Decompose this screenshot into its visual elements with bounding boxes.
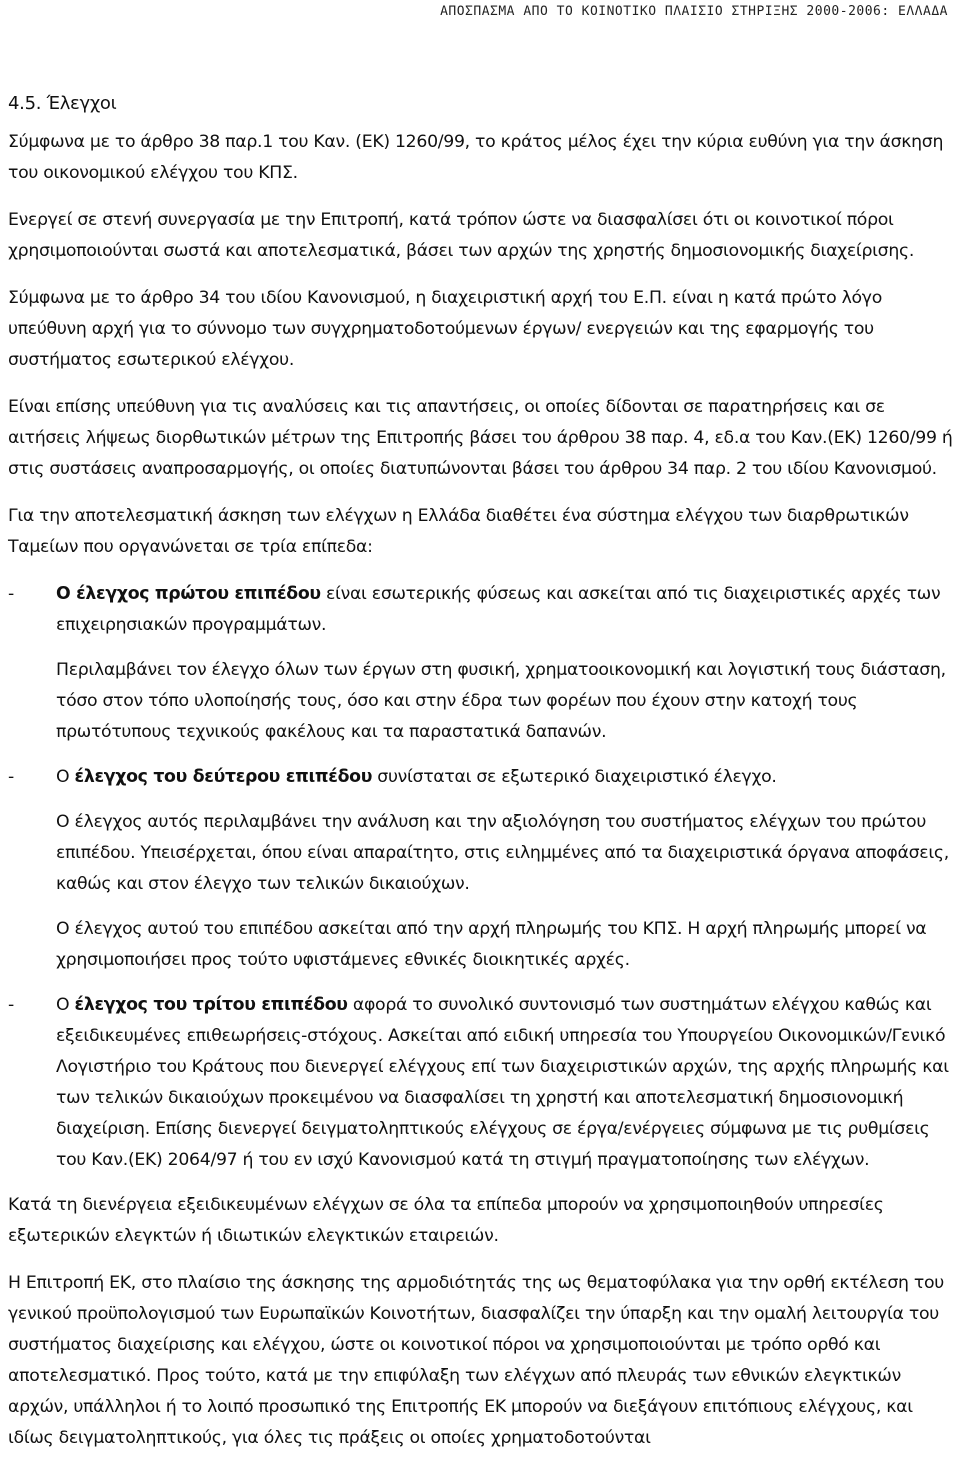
control-level-2-detail-2: Ο έλεγχος αυτού του επιπέδου ασκείται από την αρχή πληρωμής του ΚΠΣ. Η αρχή πληρωμής μπορεί να χρησιμοποιήσει προς τούτο υφιστάμενες εθνικές διοικητικές αρχές.	[56, 919, 927, 970]
paragraph-7: Η Επιτροπή ΕΚ, στο πλαίσιο της άσκησης της αρμοδιότητάς της ως θεματοφύλακα για την ορθή εκτέλεση του γενικού προϋπολογισμού των Ευρωπαϊκών Κοινοτήτων, διασφαλίζει την ύπαρξη και την ομαλή λειτουργία του συστήματος διαχείρισης και ελέγχου, ώστε οι κοινοτικοί πόροι να χρησιμοποιούνται με τρόπο ορθό και αποτελεσματικό. Προς τούτο, κατά με την επιφύλαξη των ελέγχων από πλευράς των εθνικών ελεγκτικών αρχών, υπάλληλοι ή το λοιπό προσωπικό της Επιτροπής ΕΚ μπορούν να διεξάγουν επιτόπιους ελέγχους, και ιδίως δειγματοληπτικούς, για όλες τις πράξεις οι οποίες χρηματοδοτούνται	[8, 1273, 944, 1448]
section-title: 4.5. Έλεγχοι	[8, 93, 117, 114]
control-level-1	[8, 579, 958, 748]
running-header: ΑΠΟΣΠΑΣΜΑ ΑΠΟ ΤΟ ΚΟΙΝΟΤΙΚΟ ΠΛΑΙΣΙΟ ΣΤΗΡΙΞΗΣ 2000-2006: ΕΛΛΑΔΑ	[440, 4, 948, 19]
paragraph-2: Ενεργεί σε στενή συνεργασία με την Επιτροπή, κατά τρόπον ώστε να διασφαλίσει ότι οι κοινοτικοί πόροι χρησιμοποιούνται σωστά και αποτελεσματικά, βάσει των αρχών της χρηστής δημοσιονομικής διαχείρισης.	[8, 210, 915, 261]
paragraph-1: Σύμφωνα με το άρθρο 38 παρ.1 του Καν. (ΕΚ) 1260/99, το κράτος μέλος έχει την κύρια ευθύνη για την άσκηση του οικονομικού ελέγχου του ΚΠΣ.	[8, 132, 944, 183]
control-level-2-text: Ο έλεγχος του δεύτερου επιπέδου συνίσταται σε εξωτερικό διαχειριστικό έλεγχο.	[56, 767, 777, 787]
control-level-2	[8, 762, 958, 976]
paragraph-3: Σύμφωνα με το άρθρο 34 του ιδίου Κανονισμού, η διαχειριστική αρχή του Ε.Π. είναι η κατά πρώτο λόγο υπεύθυνη αρχή για το σύννομο των συγχρηματοδοτούμενων έργων/ ενεργειών και της εφαρμογής του συστήματος εσωτερικού ελέγχου.	[8, 288, 882, 370]
paragraph-4: Είναι επίσης υπεύθυνη για τις αναλύσεις και τις απαντήσεις, οι οποίες δίδονται σε παρατηρήσεις και σε αιτήσεις λήψεως διορθωτικών μέτρων της Επιτροπής βάσει του άρθρου 38 παρ. 4, εδ.α του Καν.(ΕΚ) 1260/99 ή στις συστάσεις αναπροσαρμογής, οι οποίες διατυπώνονται βάσει του άρθρου 34 παρ. 2 του ιδίου Κανονισμού.	[8, 397, 953, 479]
control-level-2-detail-1: Ο έλεγχος αυτός περιλαμβάνει την ανάλυση και την αξιολόγηση του συστήματος ελέγχων του πρώτου επιπέδου. Υπεισέρχεται, όπου είναι απαραίτητο, στις ειλημμένες από τα διαχειριστικά όργανα αποφάσεις, καθώς και στον έλεγχο των τελικών δικαιούχων.	[56, 812, 949, 894]
control-level-3-text: Ο έλεγχος του τρίτου επιπέδου αφορά το συνολικό συντονισμό των συστημάτων ελέγχου καθώς και εξειδικευμένες επιθεωρήσεις-στόχους. Ασκείται από ειδική υπηρεσία του Υπουργείου Οικονομικών/Γενικό Λογιστήριο του Κράτους που διενεργεί ελέγχους επί των διαχειριστικών αρχών, της αρχής πληρωμής και των τελικών δικαιούχων προκειμένου να διασφαλίσει τη χρηστή και αποτελεσματική δημοσιονομική διαχείριση. Επίσης διενεργεί δειγματοληπτικούς ελέγχους σε έργα/ενέργειες σύμφωνα με τις ρυθμίσεις του Καν.(ΕΚ) 2064/97 ή του εν ισχύ Κανονισμού κατά τη στιγμή πραγματοποίησης των ελέγχων.	[56, 995, 949, 1170]
document-body	[8, 88, 958, 1470]
paragraph-5: Για την αποτελεσματική άσκηση των ελέγχων η Ελλάδα διαθέτει ένα σύστημα ελέγχου των διαρθρωτικών Ταμείων που οργανώνεται σε τρία επίπεδα:	[8, 506, 909, 557]
list-dash: -	[8, 995, 14, 1015]
control-level-1-heading: Ο έλεγχος πρώτου επιπέδου	[56, 584, 321, 604]
list-dash: -	[8, 767, 14, 787]
control-level-1-detail: Περιλαμβάνει τον έλεγχο όλων των έργων στη φυσική, χρηματοοικονομική και λογιστική τους διάσταση, τόσο στον τόπο υλοποίησής τους, όσο και στην έδρα των φορέων που έχουν στην κατοχή τους πρωτότυπους τεχνικούς φακέλους και τα παραστατικά δαπανών.	[56, 660, 946, 742]
control-level-3-heading: έλεγχος του τρίτου επιπέδου	[74, 995, 348, 1015]
control-level-2-heading: έλεγχος του δεύτερου επιπέδου	[74, 767, 373, 787]
paragraph-6: Κατά τη διενέργεια εξειδικευμένων ελέγχων σε όλα τα επίπεδα μπορούν να χρησιμοποιηθούν υπηρεσίες εξωτερικών ελεγκτών ή ιδιωτικών ελεγκτικών εταιρειών.	[8, 1195, 884, 1246]
control-level-1-text: Ο έλεγχος πρώτου επιπέδου είναι εσωτερικής φύσεως και ασκείται από τις διαχειριστικές αρχές των επιχειρησιακών προγραμμάτων.	[56, 584, 941, 635]
control-level-3	[8, 990, 958, 1176]
list-dash: -	[8, 584, 14, 604]
